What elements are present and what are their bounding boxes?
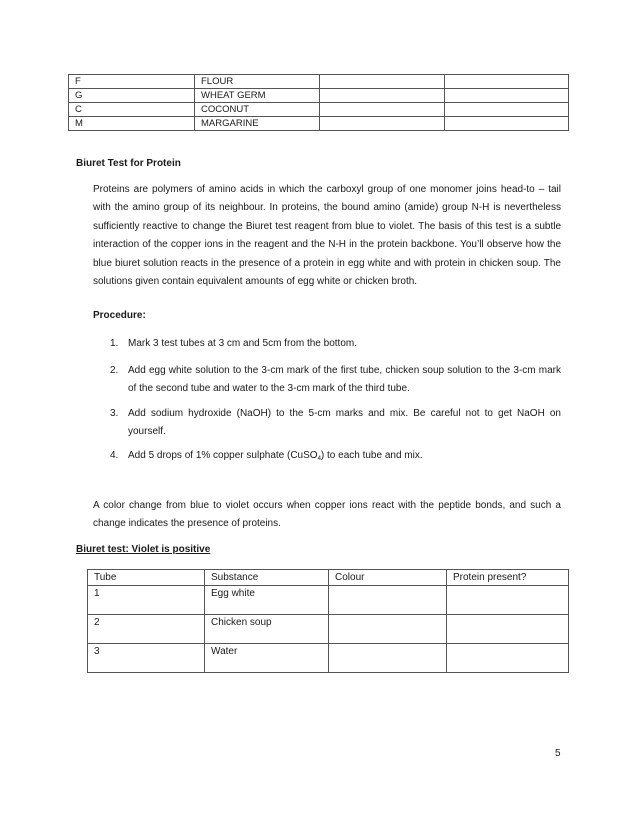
column-header: Protein present? [447,570,569,586]
table-header-row [88,570,569,586]
step-number: 1. [110,338,119,349]
table-row [88,644,569,673]
step-text: Add egg white solution to the 3-cm mark of the first tube, chicken soup solution to the 3-cm mark of the second tube and water to the 3-cm mark of the third tube. [128,365,561,395]
step-text: Mark 3 test tubes at 3 cm and 5cm from the bottom. [128,338,357,349]
section-heading: Biuret Test for Protein [76,158,181,169]
empty-cell [320,89,445,103]
empty-cell [445,89,569,103]
column-header: Colour [329,570,447,586]
step-number: 2. [110,365,119,376]
substance-cell: Chicken soup [205,615,329,644]
sample-code: G [69,89,195,103]
sample-food: WHEAT GERM [195,89,320,103]
tube-cell: 1 [88,586,205,615]
table-row [69,89,569,103]
food-sample-table [68,74,569,131]
conclusion-paragraph: A color change from blue to violet occurs when copper ions react with the peptide bonds, and such a change indicates the presence of proteins. [93,500,561,530]
results-table [87,569,569,673]
colour-cell [329,644,447,673]
empty-cell [320,117,445,131]
substance-cell: Water [205,644,329,673]
sample-food: FLOUR [195,75,320,89]
sample-food: COCONUT [195,103,320,117]
tube-cell: 2 [88,615,205,644]
empty-cell [445,103,569,117]
step-text [128,447,561,465]
protein-present-cell [447,644,569,673]
sample-food: MARGARINE [195,117,320,131]
procedure-label: Procedure: [93,310,146,321]
intro-paragraph: Proteins are polymers of amino acids in which the carboxyl group of one monomer joins head-to – tail with the amino group of its neighbour. In proteins, the bound amino (amide) group N-H is nevertheless sufficiently reactive to change the Biuret test reagent from blue to violet. The basis of this test is a subtle interaction of the copper ions in the reagent and the N-H in the protein backbone. You’ll observe how the blue biuret solution reacts in the presence of a protein in egg white and with protein in chicken soup. The solutions given contain equivalent amounts of egg white or chicken broth. [93,184,561,288]
empty-cell [445,75,569,89]
table-row [88,615,569,644]
step-text-before: Add 5 drops of 1% copper sulphate (CuSO [128,450,318,461]
column-header: Substance [205,570,329,586]
tube-cell: 3 [88,644,205,673]
step-text: Add sodium hydroxide (NaOH) to the 5-cm marks and mix. Be careful not to get NaOH on yourself. [128,408,561,438]
empty-cell [320,103,445,117]
protein-present-cell [447,586,569,615]
step-number: 3. [110,408,119,419]
table-row [88,586,569,615]
sample-code: F [69,75,195,89]
sample-code: C [69,103,195,117]
empty-cell [445,117,569,131]
table-row [69,117,569,131]
colour-cell [329,615,447,644]
page-number: 5 [555,748,561,759]
column-header: Tube [88,570,205,586]
step-number: 4. [110,450,119,461]
sample-code: M [69,117,195,131]
empty-cell [320,75,445,89]
step-text-after: ) to each tube and mix. [320,450,423,461]
table-row [69,75,569,89]
subscript: 4 [317,456,321,462]
colour-cell [329,586,447,615]
table-row [69,103,569,117]
substance-cell: Egg white [205,586,329,615]
protein-present-cell [447,615,569,644]
results-heading: Biuret test: Violet is positive [76,544,211,555]
